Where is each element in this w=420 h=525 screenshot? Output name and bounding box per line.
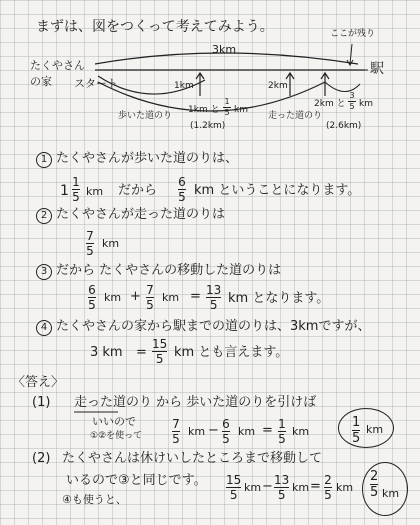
- answer-2-text2: いるので③と同じです。: [66, 473, 207, 488]
- line3-eq: =: [190, 289, 201, 304]
- walk-expr-value: (1.2km): [190, 121, 226, 131]
- line1-fraction-2: 6 5: [178, 175, 186, 204]
- answer-2-text1: たくやさんは休けいしたところまで移動して: [62, 451, 323, 466]
- station-label: 駅: [370, 61, 384, 77]
- answer-header: 〈答え〉: [12, 375, 65, 390]
- item-4-number: 4: [36, 320, 52, 336]
- line3-unit-b: km: [162, 291, 180, 304]
- line2-unit: km: [102, 237, 120, 250]
- answer-1-fraction-a: 7 5: [172, 417, 180, 446]
- line4-tail: km とも言えます。: [174, 345, 289, 360]
- mark-1km: 1km: [174, 81, 194, 91]
- answer-1-unit-b: km: [238, 425, 256, 438]
- line1-whole: 1: [60, 183, 69, 199]
- answer-1-text1: 走った道のり から 歩いた道のりを引けば: [74, 395, 317, 410]
- line1-fraction: 1 5: [72, 175, 80, 204]
- line1-mid: だから: [118, 183, 158, 198]
- line2-fraction: 7 5: [86, 229, 94, 258]
- answer-1-use: ①②を使って: [90, 431, 143, 441]
- line3-plus: +: [130, 289, 141, 304]
- run-expr-fraction: 3 5: [349, 91, 355, 111]
- walk-expr-fraction: 1 5: [224, 97, 230, 117]
- item-3-number: 3: [36, 264, 52, 280]
- line4-eq: =: [136, 345, 147, 360]
- answer-1-minus: −: [208, 423, 219, 438]
- answer-1-eq: =: [262, 423, 273, 438]
- run-expr-prefix: 2km と: [314, 99, 346, 109]
- home-label-line2: の家: [30, 75, 52, 88]
- run-expr-unit: km: [359, 99, 373, 109]
- item-2-number: 2: [36, 208, 52, 224]
- answer-1-fraction-b: 6 5: [222, 417, 230, 446]
- answer-1-final-unit: km: [366, 423, 384, 436]
- answer-2-minus: −: [262, 479, 273, 494]
- line3-unit-a: km: [104, 291, 122, 304]
- line3-fraction-b: 7 5: [146, 283, 154, 312]
- walk-expr-unit: km: [234, 105, 248, 115]
- item-3-text: だから たくやさんの移動した道のりは: [56, 263, 282, 278]
- line3-fraction-a: 6 5: [88, 283, 96, 312]
- item-1-text: たくやさんが歩いた道のりは、: [56, 151, 239, 166]
- run-label: 走った道のり: [268, 111, 323, 121]
- answer-2-final-unit: km: [382, 487, 400, 500]
- answer-2-number: (2): [32, 451, 51, 466]
- answer-2-fraction-c: 2 5: [324, 473, 332, 502]
- total-distance-label: 3km: [212, 43, 237, 56]
- walk-label: 歩いた道のり: [118, 111, 173, 121]
- line4-fraction: 15 5: [152, 337, 168, 366]
- answer-2-fraction-a: 15 5: [226, 473, 242, 502]
- mark-2km: 2km: [268, 81, 288, 91]
- item-4-text: たくやさんの家から駅までの道のりは、3kmですが、: [56, 319, 371, 334]
- page-heading: まずは、図をつくって考えてみよう。: [36, 19, 274, 35]
- line1-unit: km: [86, 185, 104, 198]
- home-label-line1: たくやさん: [30, 59, 85, 72]
- line3-fraction-c: 13 5: [206, 283, 222, 312]
- answer-2-unit-a: km: [244, 481, 262, 494]
- answer-2-fraction-b: 13 5: [274, 473, 290, 502]
- answer-2-final-fraction: 2 5: [370, 469, 379, 500]
- remaining-label: ここが残り: [330, 29, 376, 39]
- answer-1-unit-a: km: [188, 425, 206, 438]
- line3-tail: km となります。: [228, 291, 330, 306]
- answer-1-fraction-c: 1 5: [278, 417, 286, 446]
- line4-lhs: 3 km: [90, 345, 123, 360]
- item-2-text: たくやさんが走った道のりは: [56, 207, 226, 222]
- answer-2-unit-c: km: [336, 481, 354, 494]
- answer-1-final-fraction: 1 5: [352, 415, 361, 446]
- answer-2-eq: =: [310, 479, 321, 494]
- answer-2-text3: ④も使うと、: [62, 493, 127, 506]
- answer-1-text2: いいので: [92, 415, 136, 428]
- start-label: スタート: [74, 77, 118, 90]
- walk-expr-prefix: 1km と: [188, 105, 220, 115]
- answer-1-number: (1): [32, 395, 51, 410]
- item-1-number: 1: [36, 152, 52, 168]
- answer-2-unit-b: km: [292, 481, 310, 494]
- run-expr-value: (2.6km): [326, 121, 362, 131]
- answer-1-unit-c: km: [292, 425, 310, 438]
- line1-tail: km ということになります。: [194, 183, 361, 198]
